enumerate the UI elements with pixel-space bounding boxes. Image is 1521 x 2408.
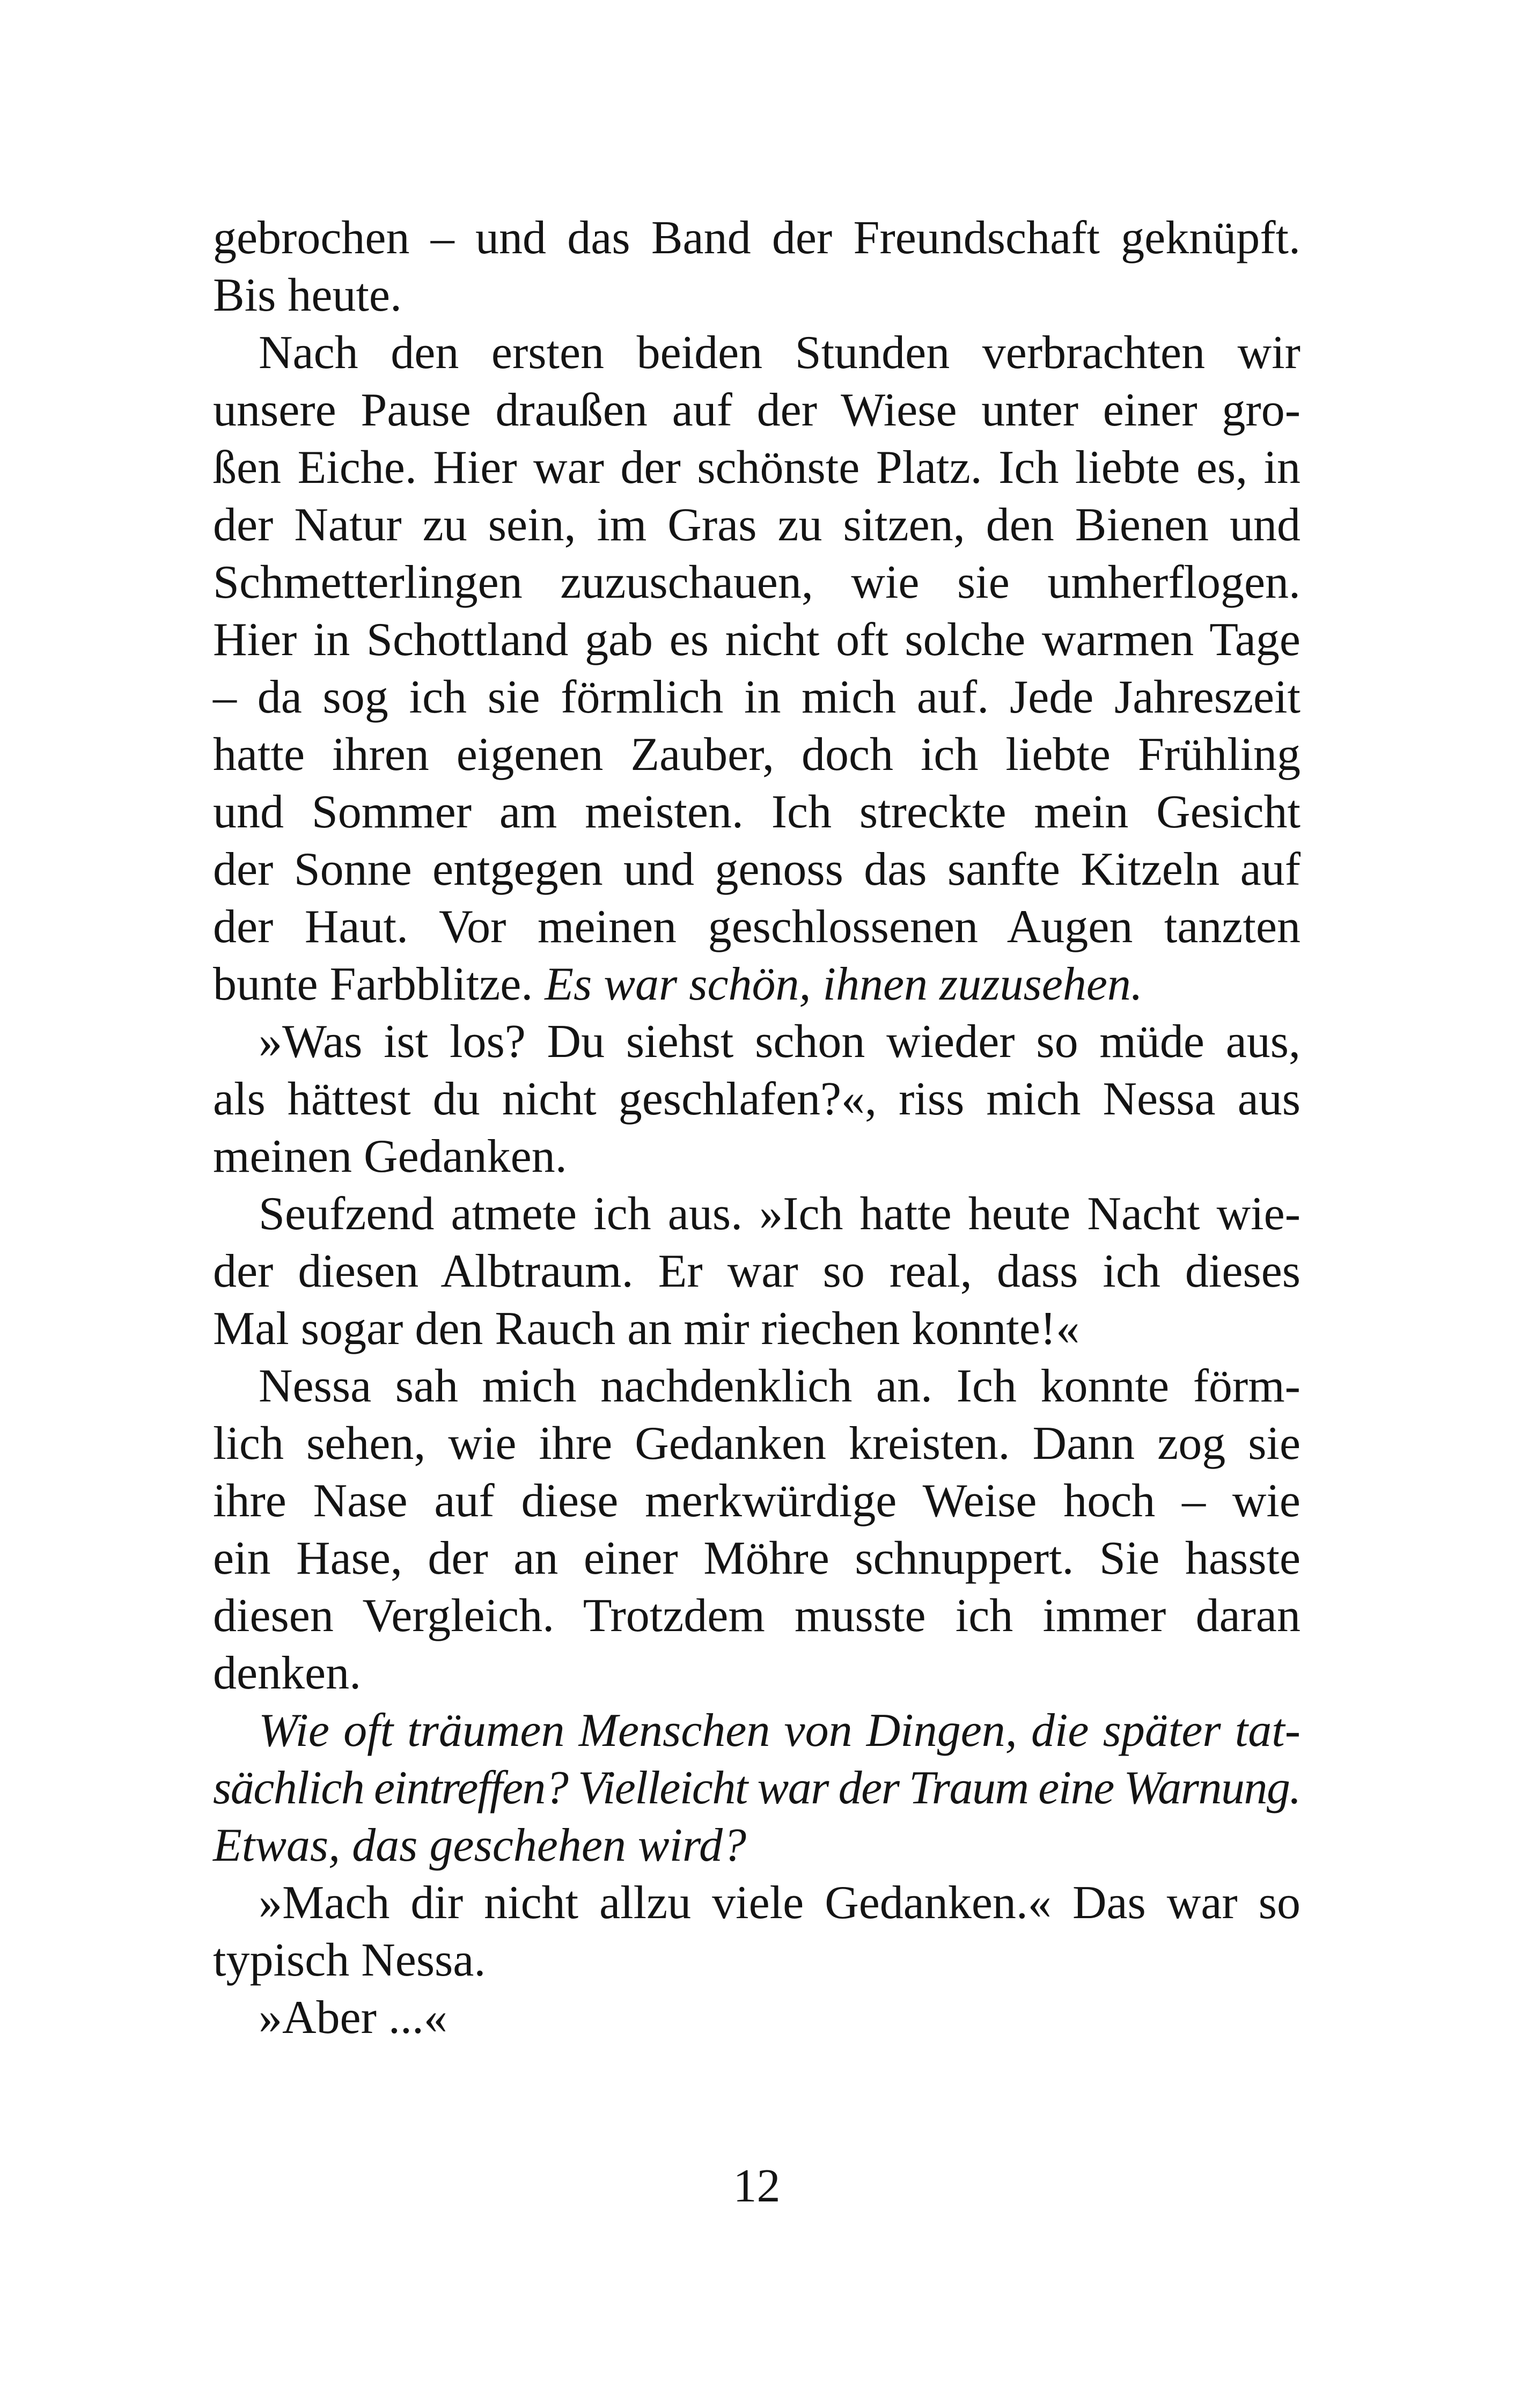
- text-line: [213, 956, 1300, 1013]
- paragraph: [213, 1357, 1300, 1702]
- paragraph-italic: [213, 1702, 1300, 1874]
- text-line: – da sog ich sie förmlich in mich auf. Jede Jahreszeit: [213, 671, 1300, 723]
- line-text: bunte Farbblitze.: [213, 958, 533, 1010]
- text-line: »Was ist los? Du siehst schon wieder so müde aus,: [259, 1016, 1300, 1068]
- text-line: sächlich eintreffen? Vielleicht war der Traum eine Warnung.: [213, 1762, 1300, 1814]
- text-line: und Sommer am meisten. Ich streckte mein Gesicht: [213, 786, 1300, 838]
- text-line: lich sehen, wie ihre Gedanken kreisten. Dann zog sie: [213, 1418, 1300, 1470]
- text-line: »Mach dir nicht allzu viele Gedanken.« Das war so: [259, 1877, 1300, 1929]
- text-line: »Aber ...«: [259, 1992, 447, 2044]
- text-line: gebrochen – und das Band der Freundschaft geknüpft.: [213, 212, 1300, 264]
- text-line: der Haut. Vor meinen geschlossenen Augen tanzten: [213, 901, 1300, 953]
- italic-thought: Es war schön, ihnen zuzusehen.: [545, 958, 1143, 1010]
- text-line: Nach den ersten beiden Stunden verbrachten wir: [259, 327, 1300, 379]
- text-line: ein Hase, der an einer Möhre schnuppert. Sie hasste: [213, 1532, 1300, 1584]
- text-line: ihre Nase auf diese merkwürdige Weise hoch – wie: [213, 1475, 1300, 1527]
- text-line: diesen Vergleich. Trotzdem musste ich immer daran: [213, 1590, 1300, 1642]
- text-line: meinen Gedanken.: [213, 1130, 567, 1183]
- text-line: Schmetterlingen zuzuschauen, wie sie umherflogen.: [213, 556, 1300, 608]
- text-line: Mal sogar den Rauch an mir riechen konnte!«: [213, 1303, 1080, 1355]
- text-line: ßen Eiche. Hier war der schönste Platz. Ich liebte es, in: [213, 442, 1300, 494]
- text-line: unsere Pause draußen auf der Wiese unter einer gro-: [213, 384, 1300, 436]
- body-text: [213, 209, 1300, 2046]
- text-line: als hättest du nicht geschlafen?«, riss mich Nessa aus: [213, 1073, 1300, 1125]
- text-line: Hier in Schottland gab es nicht oft solche warmen Tage: [213, 614, 1300, 666]
- text-line: der Natur zu sein, im Gras zu sitzen, den Bienen und: [213, 499, 1300, 551]
- paragraph: [213, 1874, 1300, 1989]
- paragraph: [213, 324, 1300, 1013]
- text-line: Nessa sah mich nachdenklich an. Ich konnte förm-: [259, 1360, 1300, 1412]
- text-line: typisch Nessa.: [213, 1934, 486, 1986]
- text-line: Etwas, das geschehen wird?: [213, 1819, 746, 1871]
- text-line: denken.: [213, 1647, 362, 1699]
- paragraph: [213, 1013, 1300, 1185]
- page-number: 12: [733, 2160, 781, 2212]
- text-line: Wie oft träumen Menschen von Dingen, die später tat-: [259, 1705, 1300, 1757]
- text-line: Bis heute.: [213, 269, 402, 321]
- paragraph: [213, 1185, 1300, 1357]
- paragraph-continued: [213, 209, 1300, 324]
- text-line: hatte ihren eigenen Zauber, doch ich liebte Frühling: [213, 729, 1300, 781]
- text-line: der Sonne entgegen und genoss das sanfte Kitzeln auf: [213, 843, 1300, 895]
- text-line: Seufzend atmete ich aus. »Ich hatte heute Nacht wie-: [259, 1188, 1300, 1240]
- text-line: der diesen Albtraum. Er war so real, dass ich dieses: [213, 1245, 1300, 1297]
- paragraph: [213, 1989, 1300, 2046]
